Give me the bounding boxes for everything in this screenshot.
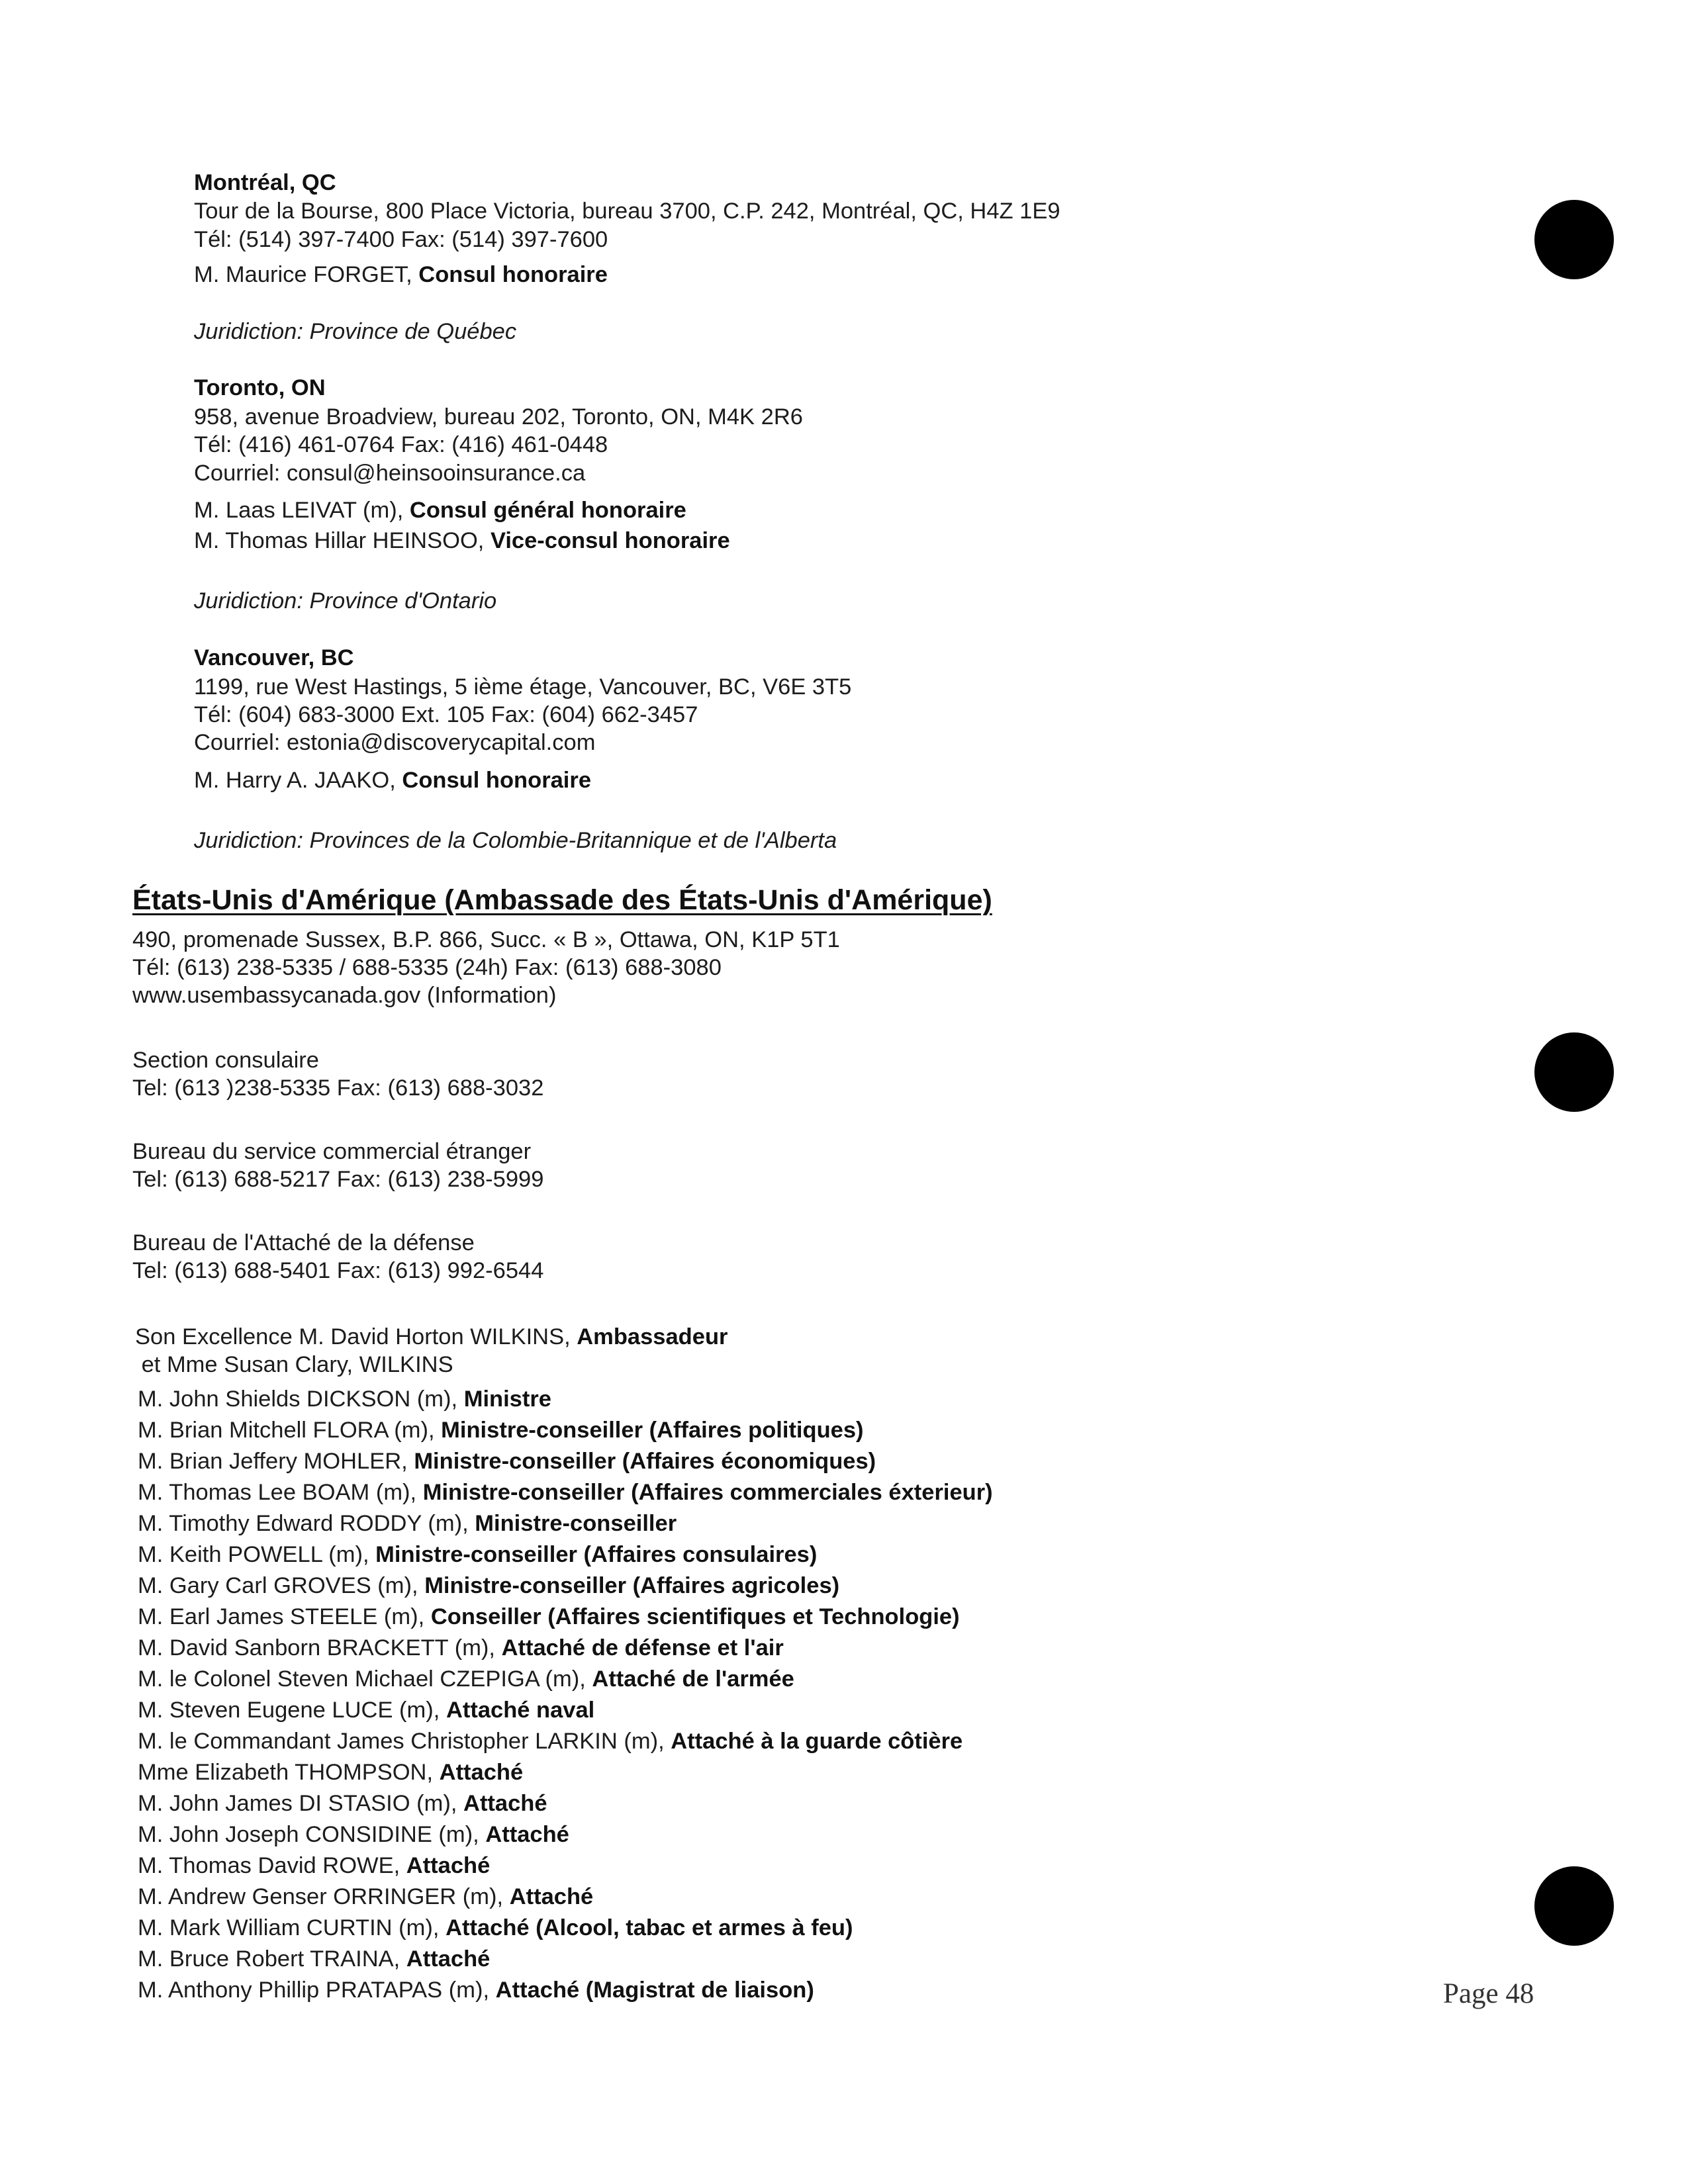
person-title: Ambassadeur [577,1324,728,1349]
person-name: M. Earl James STEELE (m), [138,1604,431,1629]
staff-entry [138,1944,490,1974]
consulate-city: Montréal, QC [194,170,336,195]
staff-entry [138,1727,962,1756]
person-title: Conseiller (Affaires scientifiques et Technologie) [430,1604,960,1629]
punch-hole-top [1534,200,1614,279]
person-name: M. Thomas David ROWE, [138,1853,406,1878]
person-title: Vice-consul honoraire [490,528,730,553]
consulate-phone: Tél: (416) 461-0764 Fax: (416) 461-0448 [194,432,608,457]
person-title: Attaché (Magistrat de liaison) [495,1978,814,2003]
person-name: M. John Joseph CONSIDINE (m), [138,1822,486,1847]
person-title: Attaché [463,1791,547,1816]
person-name: M. John James DI STASIO (m), [138,1791,464,1816]
staff-entry [138,1478,993,1507]
section-name: Bureau du service commercial étranger [132,1139,532,1164]
jurisdiction: Juridiction: Provinces de la Colombie-Britannique et de l'Alberta [194,828,837,853]
person-title: Attaché (Alcool, tabac et armes à feu) [445,1915,853,1940]
person-title: Attaché de défense et l'air [501,1635,784,1661]
consul-entry [194,526,730,555]
consulate-address: Tour de la Bourse, 800 Place Victoria, bureau 3700, C.P. 242, Montréal, QC, H4Z 1E9 [194,199,1060,224]
person-name: M. le Commandant James Christopher LARKIN (m), [138,1729,671,1754]
staff-entry [138,1789,547,1818]
person-name: M. Laas LEIVAT (m), [194,498,410,523]
person-title: Ministre-conseiller [475,1511,677,1536]
person-title: Attaché de l'armée [592,1666,794,1692]
consulate-city: Toronto, ON [194,375,326,400]
person-name: M. Steven Eugene LUCE (m), [138,1698,446,1723]
person-name: M. John Shields DICKSON (m), [138,1387,464,1412]
person-title: Attaché [439,1760,524,1785]
person-title: Ministre [463,1387,551,1412]
person-name: M. David Sanborn BRACKETT (m), [138,1635,502,1661]
person-name: M. Maurice FORGET, [194,262,419,287]
staff-entry [138,1664,794,1694]
person-name: M. Harry A. JAAKO, [194,768,402,793]
staff-entry [138,1882,593,1911]
consulate-phone: Tél: (604) 683-3000 Ext. 105 Fax: (604) 662-3457 [194,702,698,727]
staff-entry [138,1696,594,1725]
person-title: Attaché [406,1853,491,1878]
staff-entry [138,1633,784,1662]
person-title: Attaché [406,1946,491,1972]
jurisdiction: Juridiction: Province de Québec [194,319,517,344]
staff-entry [138,1416,864,1445]
person-name: M. Thomas Lee BOAM (m), [138,1480,423,1505]
ambassador-spouse: et Mme Susan Clary, WILKINS [135,1352,453,1377]
person-name: M. Keith POWELL (m), [138,1542,376,1567]
person-title: Ministre-conseiller (Affaires agricoles) [424,1573,840,1598]
person-title: Ministre-conseiller (Affaires consulaires) [375,1542,818,1567]
person-title: Consul honoraire [418,262,608,287]
page-number: Page 48 [1443,1978,1534,2009]
person-title: Ministre-conseiller (Affaires économiques) [414,1449,876,1474]
embassy-phone: Tél: (613) 238-5335 / 688-5335 (24h) Fax: (613) 688-3080 [132,955,722,980]
embassy-heading: États-Unis d'Amérique (Ambassade des États-Unis d'Amérique) [132,884,992,916]
staff-entry [138,1820,569,1849]
person-title: Attaché naval [445,1698,595,1723]
staff-entry [138,1447,876,1476]
person-name: M. Andrew Genser ORRINGER (m), [138,1884,510,1909]
consulate-phone: Tél: (514) 397-7400 Fax: (514) 397-7600 [194,227,608,252]
person-name: M. Timothy Edward RODDY (m), [138,1511,475,1536]
punch-hole-middle [1534,1032,1614,1112]
consulate-address: 1199, rue West Hastings, 5 ième étage, Vancouver, BC, V6E 3T5 [194,674,852,700]
person-title: Attaché [509,1884,594,1909]
embassy-address: 490, promenade Sussex, B.P. 866, Succ. « B », Ottawa, ON, K1P 5T1 [132,927,840,952]
consul-entry [194,496,686,525]
person-title: Attaché [485,1822,569,1847]
staff-entry [138,1509,677,1538]
consul-entry [194,260,608,289]
staff-entry [138,1851,490,1880]
consulate-email: Courriel: consul@heinsooinsurance.ca [194,461,586,486]
section-name: Section consulaire [132,1048,319,1073]
staff-entry [138,1758,523,1787]
staff-entry [138,1602,960,1631]
jurisdiction: Juridiction: Province d'Ontario [194,588,497,614]
staff-entry [138,1385,551,1414]
staff-entry [138,1976,814,2005]
person-name: Mme Elizabeth THOMPSON, [138,1760,440,1785]
punch-hole-bottom [1534,1866,1614,1946]
person-name: Son Excellence M. David Horton WILKINS, [135,1324,577,1349]
person-name: M. Gary Carl GROVES (m), [138,1573,425,1598]
person-name: M. Brian Mitchell FLORA (m), [138,1418,442,1443]
person-name: M. Brian Jeffery MOHLER, [138,1449,414,1474]
person-name: M. Thomas Hillar HEINSOO, [194,528,491,553]
person-name: M. Mark William CURTIN (m), [138,1915,446,1940]
staff-entry [138,1913,853,1942]
section-phone: Tel: (613 )238-5335 Fax: (613) 688-3032 [132,1075,544,1101]
person-title: Consul général honoraire [409,498,686,523]
section-phone: Tel: (613) 688-5401 Fax: (613) 992-6544 [132,1258,544,1283]
embassy-website: www.usembassycanada.gov (Information) [132,983,557,1008]
person-title: Ministre-conseiller (Affaires commerciales éxterieur) [422,1480,993,1505]
section-name: Bureau de l'Attaché de la défense [132,1230,475,1255]
person-name: M. le Colonel Steven Michael CZEPIGA (m), [138,1666,592,1692]
staff-entry [138,1540,817,1569]
consul-entry [194,766,591,795]
person-name: M. Bruce Robert TRAINA, [138,1946,406,1972]
consulate-city: Vancouver, BC [194,645,354,670]
person-title: Attaché à la guarde côtière [671,1729,963,1754]
consulate-email: Courriel: estonia@discoverycapital.com [194,730,596,755]
section-phone: Tel: (613) 688-5217 Fax: (613) 238-5999 [132,1167,544,1192]
person-title: Consul honoraire [402,768,592,793]
person-title: Ministre-conseiller (Affaires politiques) [441,1418,864,1443]
staff-entry [138,1571,839,1600]
consulate-address: 958, avenue Broadview, bureau 202, Toronto, ON, M4K 2R6 [194,404,803,430]
ambassador-entry [135,1322,727,1351]
person-name: M. Anthony Phillip PRATAPAS (m), [138,1978,496,2003]
